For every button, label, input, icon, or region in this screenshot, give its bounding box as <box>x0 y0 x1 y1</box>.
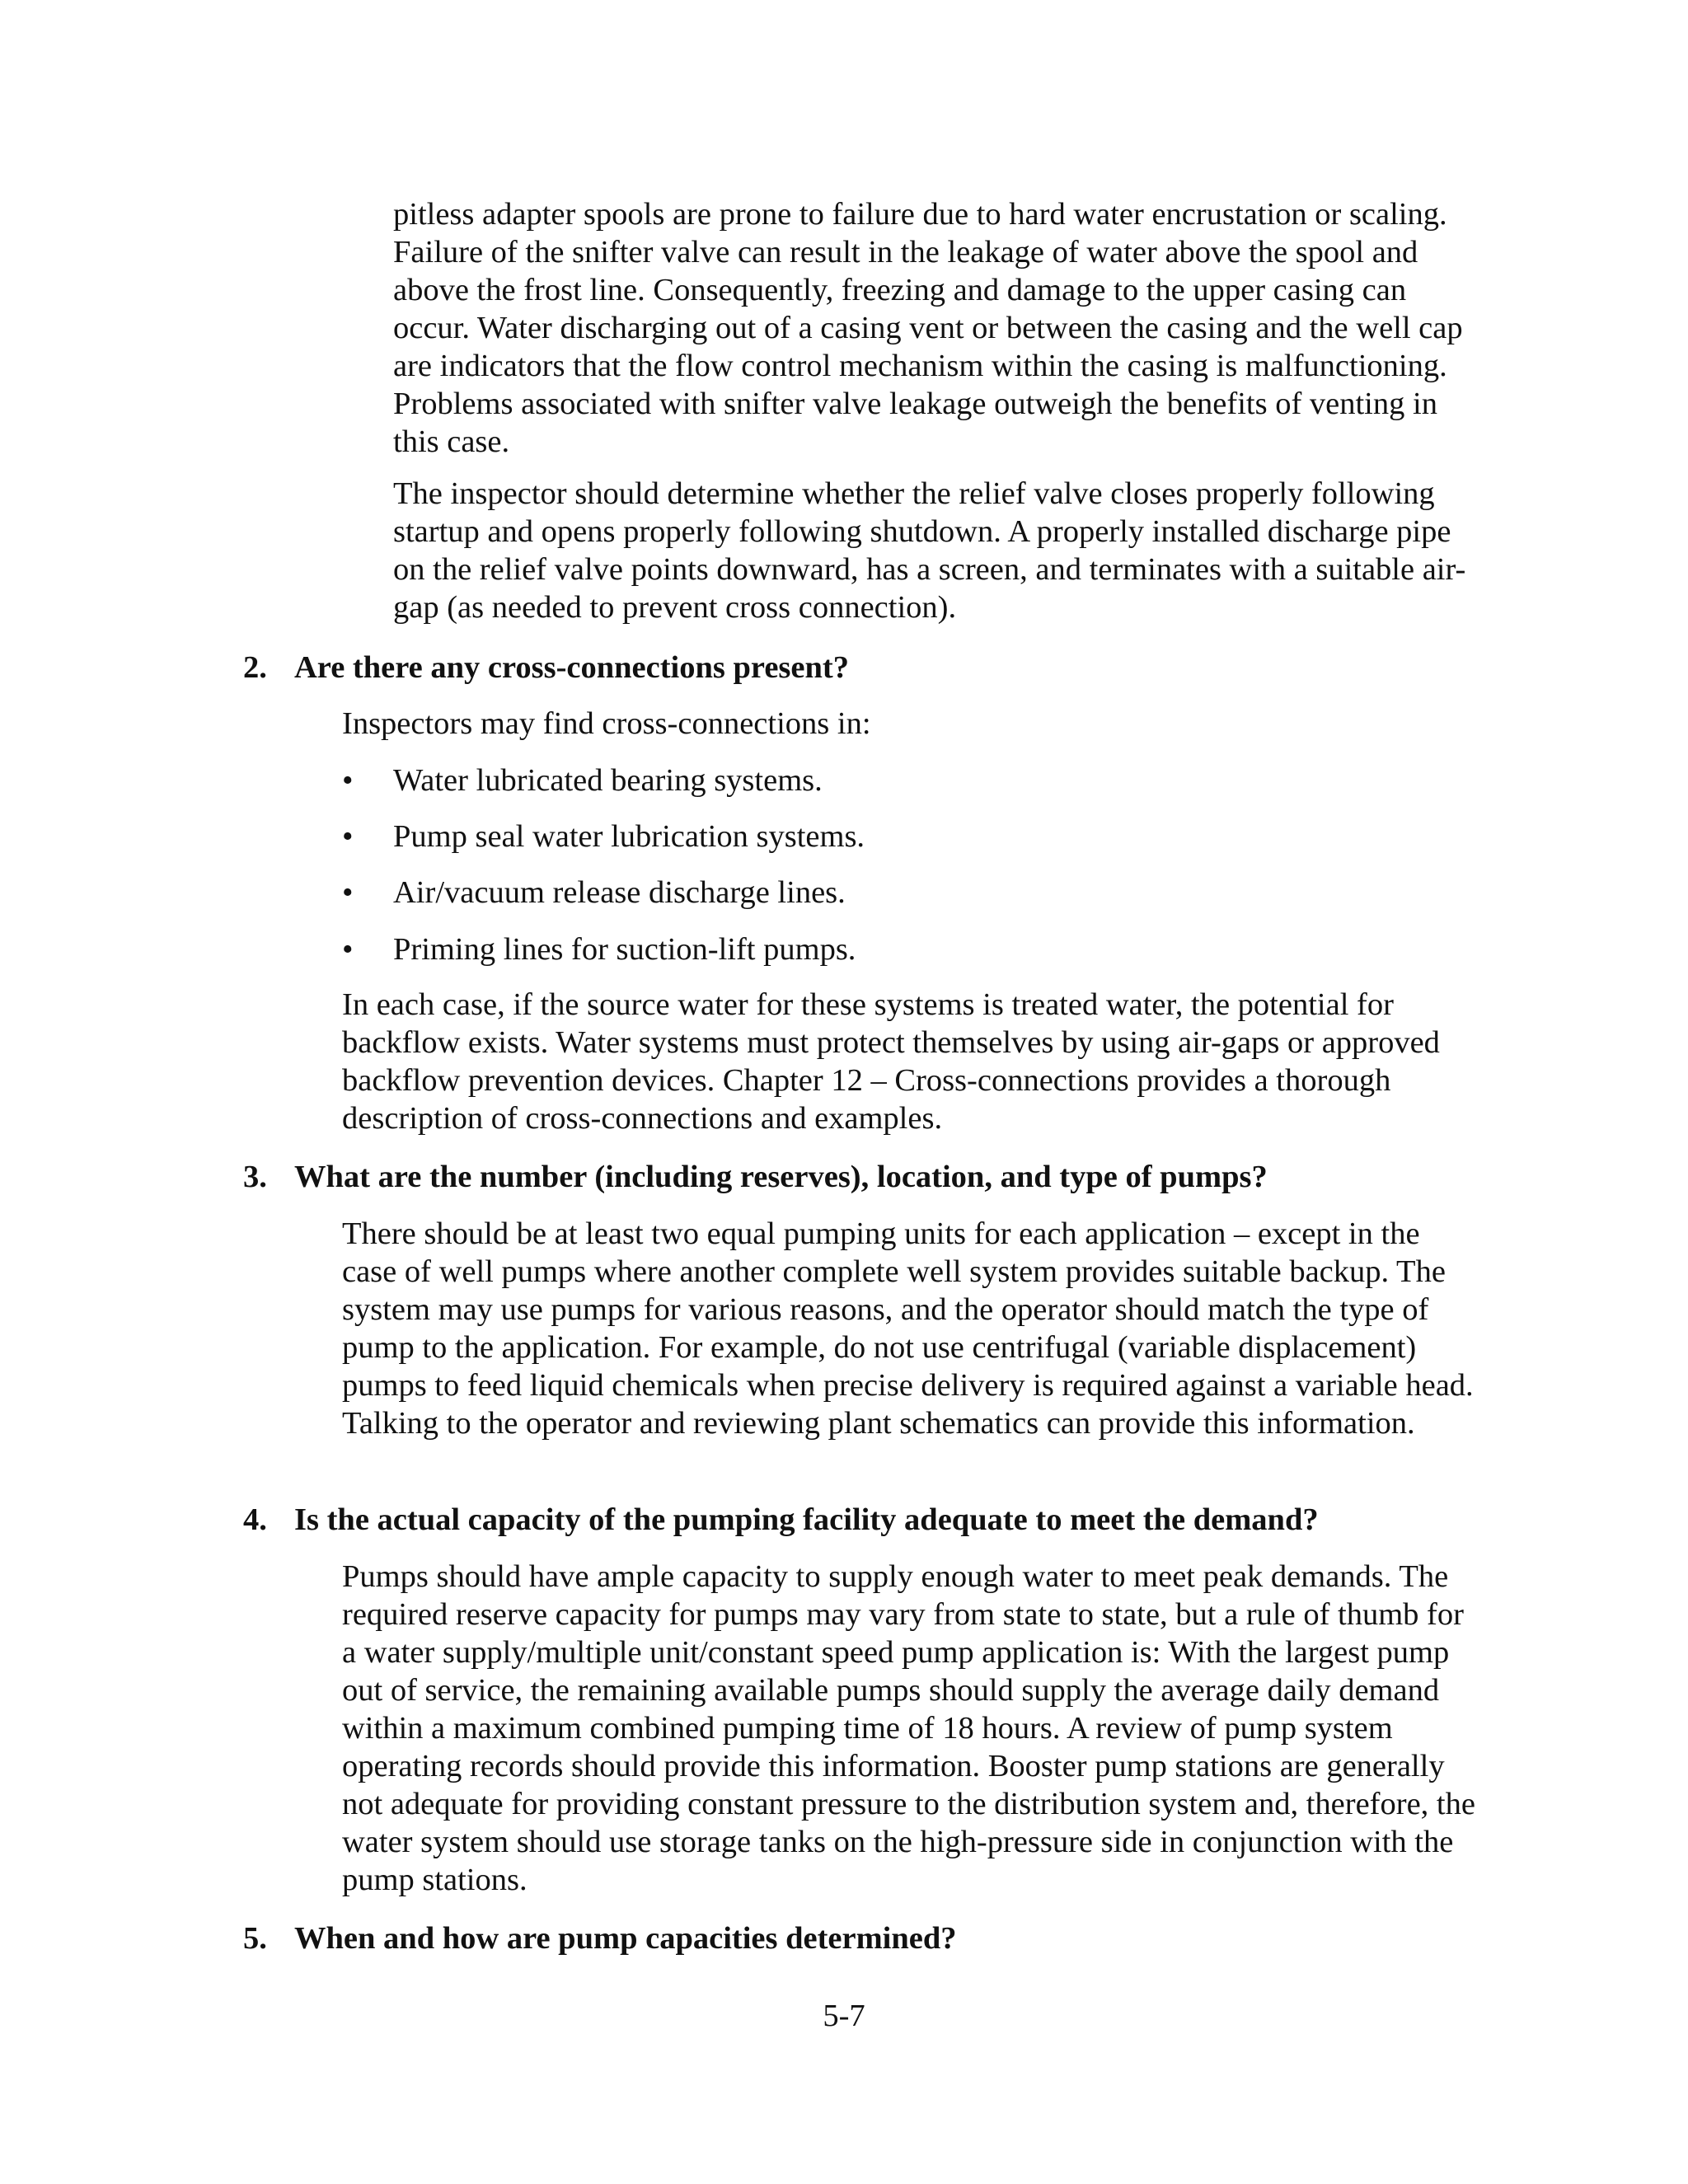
list-item <box>342 930 856 968</box>
question-2-title: Are there any cross-connections present? <box>294 650 849 685</box>
intro-paragraph-2: The inspector should determine whether the relief valve closes properly following startup and opens properly following shutdown. A properly installed discharge pipe on the relief valve points downward, has a screen, and terminates with a suitable air-gap (as needed to prevent cross connection). <box>393 476 1466 625</box>
question-3-number: 3. <box>243 1160 267 1194</box>
question-4-number: 4. <box>243 1502 267 1537</box>
list-item-text: Priming lines for suction-lift pumps. <box>393 932 856 967</box>
question-3-body: There should be at least two equal pumping units for each application – except in the case of well pumps where another complete well system provides suitable backup. The system may use pumps for various reasons, and the operator should match the type of pump to the application. For example, do not use centrifugal (variable displacement) pumps to feed liquid chemicals when precise delivery is required against a variable head. Talking to the operator and reviewing plant schematics can provide this information. <box>342 1216 1474 1441</box>
intro-paragraph-1: pitless adapter spools are prone to failure due to hard water encrustation or scaling. Failure of the snifter valve can result in the leakage of water above the spool and above the frost line. Consequently, freezing and damage to the upper casing can occur. Water discharging out of a casing vent or between the casing and the well cap are indicators that the flow control mechanism within the casing is malfunctioning. Problems associated with snifter valve leakage outweigh the benefits of venting in this case. <box>393 197 1463 459</box>
list-item <box>342 874 846 912</box>
question-4-body: Pumps should have ample capacity to supply enough water to meet peak demands. The required reserve capacity for pumps may vary from state to state, but a rule of thumb for a water supply/multiple unit/constant speed pump application is: With the largest pump out of service, the remaining available pumps should supply the average daily demand within a maximum combined pumping time of 18 hours. A review of pump system operating records should provide this information. Booster pump stations are generally not adequate for providing constant pressure to the distribution system and, therefore, the water system should use storage tanks on the high-pressure side in conjunction with the pump stations. <box>342 1559 1475 1897</box>
question-2-number: 2. <box>243 650 267 685</box>
question-4-title: Is the actual capacity of the pumping facility adequate to meet the demand? <box>294 1502 1319 1537</box>
bullet-icon: • <box>342 875 354 910</box>
question-2-heading <box>243 649 849 687</box>
question-3-heading <box>243 1158 1268 1196</box>
bullet-icon: • <box>342 819 354 854</box>
list-item <box>342 762 823 799</box>
list-item-text: Air/vacuum release discharge lines. <box>393 875 846 910</box>
list-item-text: Water lubricated bearing systems. <box>393 763 823 798</box>
page-number: 5-7 <box>823 1999 865 2033</box>
bullet-icon: • <box>342 932 354 967</box>
question-5-heading <box>243 1919 957 1957</box>
question-3-title: What are the number (including reserves), location, and type of pumps? <box>294 1160 1268 1194</box>
list-item-text: Pump seal water lubrication systems. <box>393 819 865 854</box>
question-2-lead: Inspectors may find cross-connections in: <box>342 706 871 741</box>
question-5-title: When and how are pump capacities determined? <box>294 1921 957 1956</box>
question-2-body: In each case, if the source water for these systems is treated water, the potential for backflow exists. Water systems must protect themselves by using air-gaps or approved backflow prevention devices. Chapter 12 – Cross-connections provides a thorough description of cross-connections and examples. <box>342 987 1440 1136</box>
question-4-heading <box>243 1501 1319 1539</box>
bullet-icon: • <box>342 763 354 798</box>
question-5-number: 5. <box>243 1921 267 1956</box>
list-item <box>342 818 865 855</box>
